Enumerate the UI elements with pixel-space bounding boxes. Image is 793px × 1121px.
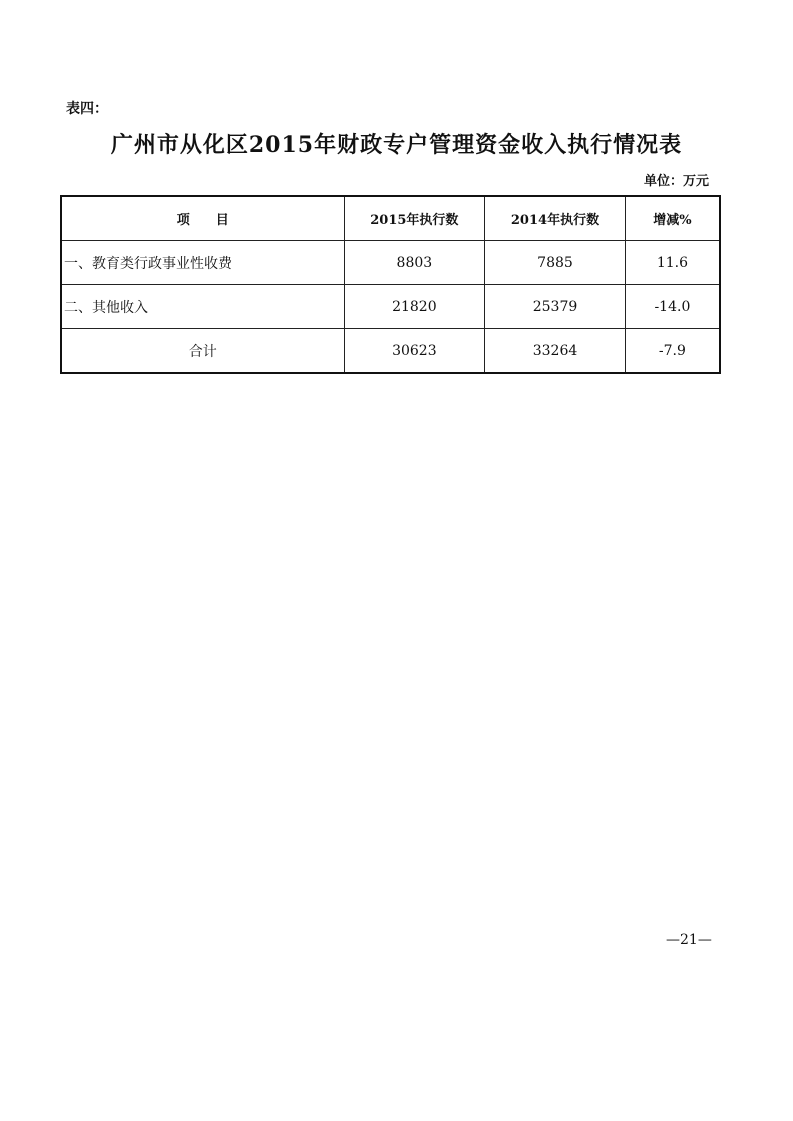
- row-item: 一、教育类行政事业性收费: [61, 241, 344, 285]
- table-row: [61, 241, 720, 285]
- header-item: 项 目: [61, 196, 344, 241]
- header-change: 增减%: [625, 196, 720, 241]
- row-2014-value: 7885: [485, 241, 626, 285]
- table-header-row: [61, 196, 720, 241]
- table-label: 表四：: [66, 101, 108, 117]
- page-number: —21—: [666, 932, 712, 948]
- row-item: 二、其他收入: [61, 285, 344, 329]
- header-2015: 2015年执行数: [344, 196, 485, 241]
- document-title: 广州市从化区2015年财政专户管理资金收入执行情况表: [110, 132, 683, 158]
- row-2015-value: 8803: [344, 241, 485, 285]
- table-row-total: [61, 329, 720, 374]
- row-change-value: 11.6: [625, 241, 720, 285]
- row-2015-value: 30623: [344, 329, 485, 374]
- table-row: [61, 285, 720, 329]
- unit-note: 单位：万元: [643, 174, 709, 189]
- revenue-table: [60, 195, 721, 374]
- row-2014-value: 33264: [485, 329, 626, 374]
- row-change-value: -14.0: [625, 285, 720, 329]
- row-2015-value: 21820: [344, 285, 485, 329]
- row-change-value: -7.9: [625, 329, 720, 374]
- row-total-label: 合计: [61, 329, 344, 374]
- header-2014: 2014年执行数: [485, 196, 626, 241]
- row-2014-value: 25379: [485, 285, 626, 329]
